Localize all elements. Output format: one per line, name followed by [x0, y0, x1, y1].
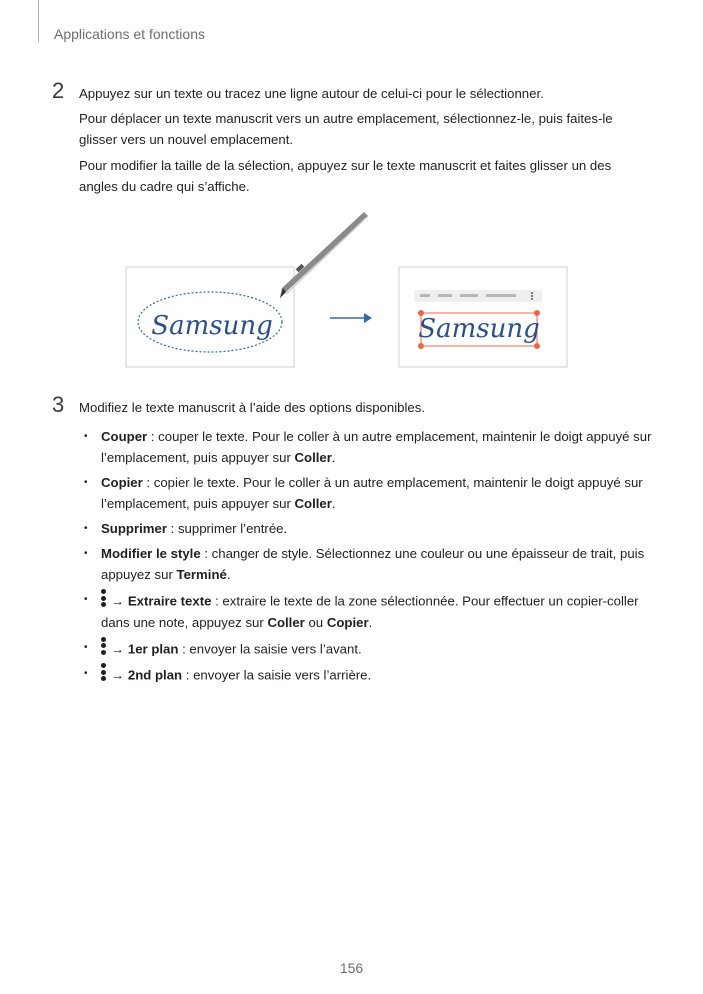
option-text: .	[226, 567, 231, 582]
options-list	[79, 426, 654, 690]
option-term: Extraire texte	[127, 593, 212, 609]
s-pen-icon	[280, 212, 368, 298]
option-text: : extraire le texte de la zone sélectionnée. Pour effectuer un copier-coller dans une note, appuyez sur	[101, 593, 639, 630]
option-term: Copier	[101, 475, 143, 490]
option-term: Supprimer	[101, 521, 167, 536]
bullet-icon: •	[84, 668, 88, 679]
bullet-icon: •	[84, 477, 88, 488]
bullet-icon: •	[84, 431, 88, 442]
more-options-icon	[101, 637, 107, 657]
section-header: Applications et fonctions	[54, 26, 205, 42]
option-text: : envoyer la saisie vers l’avant.	[178, 641, 362, 656]
option-text: .	[368, 614, 373, 630]
arrow-glyph: →	[111, 667, 128, 683]
more-options-icon	[101, 589, 107, 609]
option-text: : couper le texte. Pour le coller à un autre emplacement, maintenir le doigt appuyé sur l’emplacement, puis appuyer sur	[101, 429, 652, 465]
option-term: Terminé	[176, 567, 227, 582]
arrow-glyph: →	[111, 641, 128, 656]
option-text: : supprimer l’entrée.	[166, 521, 288, 536]
list-item	[79, 663, 654, 686]
option-text: .	[331, 496, 336, 511]
option-text: : changer de style. Sélectionnez une couleur ou une épaisseur de trait, puis appuyez sur	[101, 546, 645, 582]
margin-rule	[38, 0, 39, 42]
page-number: 156	[339, 960, 364, 976]
bullet-icon: •	[84, 641, 88, 653]
list-item	[79, 543, 654, 585]
option-term: Coller	[294, 496, 332, 511]
option-term: Couper	[101, 429, 148, 444]
option-text: : envoyer la saisie vers l’arrière.	[182, 667, 372, 683]
context-toolbar	[414, 290, 542, 302]
option-term: Coller	[267, 614, 305, 630]
handwriting-after: Samsung	[418, 314, 540, 344]
list-item	[79, 518, 654, 539]
list-item	[79, 637, 654, 660]
step-number-2: 2	[52, 78, 65, 103]
handwriting-before: Samsung	[151, 311, 273, 341]
option-term: Modifier le style	[101, 546, 201, 561]
bullet-icon: •	[84, 594, 88, 605]
arrow-glyph: →	[111, 593, 128, 609]
bullet-icon: •	[84, 523, 88, 534]
option-term: Coller	[294, 450, 332, 465]
option-term: 2nd plan	[127, 667, 183, 683]
option-text: : copier le texte. Pour le coller à un autre emplacement, maintenir le doigt appuyé sur l’emplacement, puis appuyer sur	[101, 475, 643, 511]
list-item	[79, 426, 654, 468]
bullet-icon: •	[84, 548, 88, 559]
option-text: ou	[304, 614, 327, 630]
arrow-icon	[364, 313, 372, 323]
step2-move-note: Pour déplacer un texte manuscrit vers un autre emplacement, sélectionnez-le, puis faites-le glisser vers un nouvel emplacement.	[79, 111, 613, 147]
option-term: Copier	[326, 614, 369, 630]
option-term: 1er plan	[127, 641, 179, 656]
step-number-3: 3	[52, 392, 65, 417]
list-item	[79, 589, 654, 633]
list-item	[79, 472, 654, 514]
step2-resize-note: Pour modifier la taille de la sélection, appuyez sur le texte manuscrit et faites glisser un des angles du cadre qui s’affiche.	[79, 158, 612, 194]
option-text: .	[331, 450, 336, 465]
step2-instruction: Appuyez sur un texte ou tracez une ligne autour de celui-ci pour le sélectionner.	[79, 86, 544, 101]
step3-intro: Modifiez le texte manuscrit à l’aide des options disponibles.	[79, 400, 425, 415]
selection-illustration	[120, 212, 580, 372]
more-options-icon	[101, 663, 107, 683]
